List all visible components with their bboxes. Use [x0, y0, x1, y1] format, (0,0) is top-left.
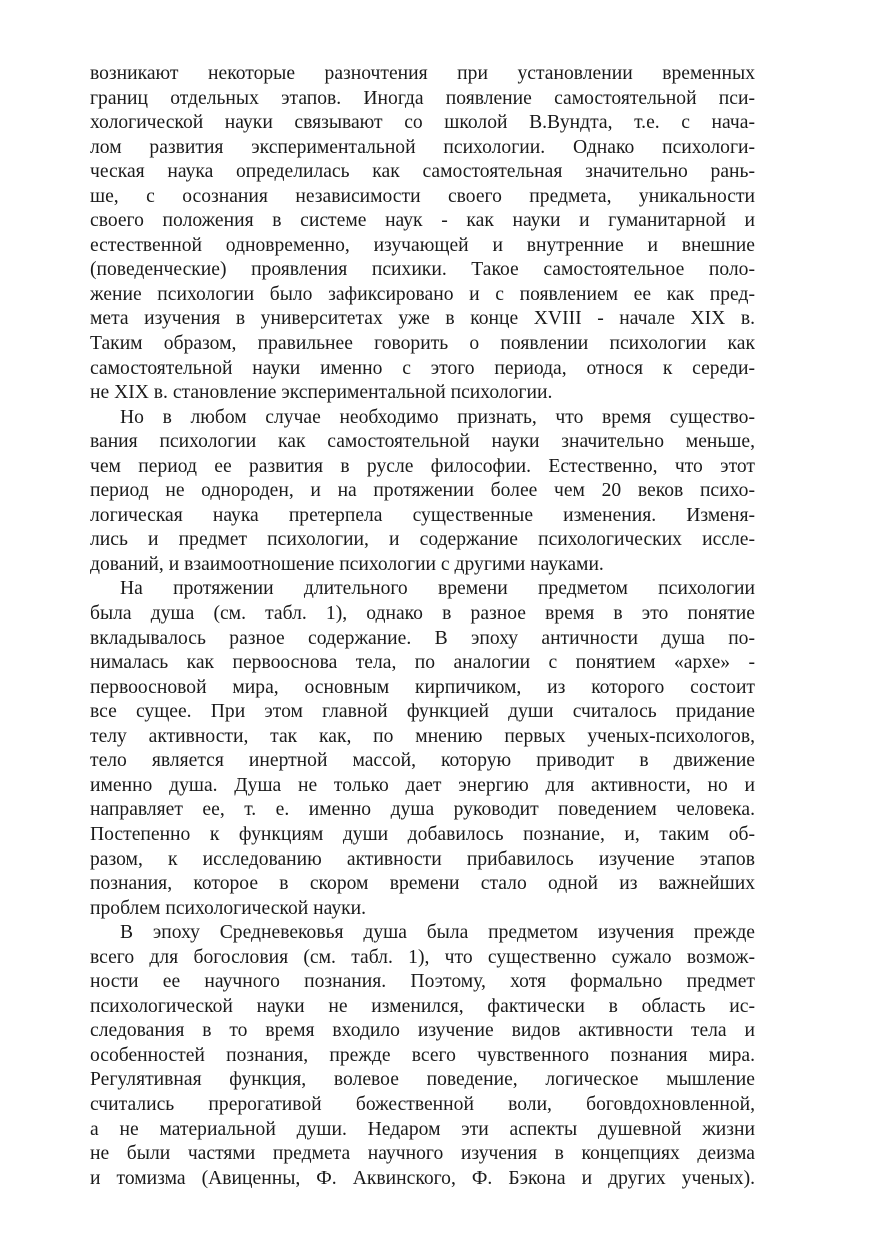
text-line: вания психологии как самостоятельной науки значительно меньше, [90, 431, 755, 453]
text-line: лись и предмет психологии, и содержание психологических иссле- [90, 529, 755, 551]
text-line: Таким образом, правильнее говорить о появлении психологии как [90, 333, 755, 355]
text-line: На протяжении длительного времени предметом психологии [120, 578, 755, 600]
text-line: ше, с осознания независимости своего предмета, уникальности [90, 185, 755, 207]
paragraph [90, 406, 755, 578]
text-line: В эпоху Средневековья душа была предметом изучения прежде [120, 922, 755, 944]
text-line: мета изучения в университетах уже в конце XVIII - начале XIX в. [90, 308, 755, 330]
paragraph [90, 921, 755, 1191]
paragraph [90, 62, 755, 406]
text-line: была душа (см. табл. 1), однако в разное время в это понятие [90, 603, 755, 625]
text-line: хологической науки связывают со школой В.Вундта, т.е. с нача- [90, 112, 755, 134]
text-line: вкладывалось разное содержание. В эпоху античности душа по- [90, 627, 755, 649]
text-line: Но в любом случае необходимо признать, что время существо- [120, 406, 755, 428]
text-line: нималась как первооснова тела, по аналогии с понятием «архе» - [90, 652, 755, 674]
text-line: все сущее. При этом главной функцией души считалось придание [90, 701, 755, 723]
text-line: телу активности, так как, по мнению первых ученых-психологов, [90, 725, 755, 747]
paragraph [90, 577, 755, 921]
text-line: (поведенческие) проявления психики. Такое самостоятельное поло- [90, 259, 755, 281]
text-line: границ отдельных этапов. Иногда появление самостоятельной пси- [90, 87, 755, 109]
text-line: первоосновой мира, основным кирпичиком, из которого состоит [90, 676, 755, 698]
text-line: ческая наука определилась как самостоятельная значительно рань- [90, 161, 755, 183]
text-line: направляет ее, т. е. именно душа руководит поведением человека. [90, 799, 755, 821]
text-line: логическая наука претерпела существенные изменения. Изменя- [90, 504, 755, 526]
text-line: не были частями предмета научного изучения в концепциях деизма [90, 1143, 755, 1165]
text-line: именно душа. Душа не только дает энергию для активности, но и [90, 774, 755, 796]
text-line: а не материальной души. Недаром эти аспекты душевной жизни [90, 1118, 755, 1140]
text-line: следования в то время входило изучение видов активности тела и [90, 1020, 755, 1042]
text-line: чем период ее развития в русле философии. Естественно, что этот [90, 455, 755, 477]
text-line: ности ее научного познания. Поэтому, хотя формально предмет [90, 971, 755, 993]
text-line: дований, и взаимоотношение психологии с другими науками. [90, 553, 604, 575]
text-line: психологической науки не изменился, фактически в область ис- [90, 995, 755, 1017]
text-line: считались прерогативой божественной воли, боговдохновленной, [90, 1093, 755, 1115]
text-line: лом развития экспериментальной психологии. Однако психологи- [90, 136, 755, 158]
text-line: познания, которое в скором времени стало одной из важнейших [90, 873, 755, 895]
text-line: Регулятивная функция, волевое поведение, логическое мышление [90, 1069, 755, 1091]
text-line: своего положения в системе наук - как науки и гуманитарной и [90, 210, 755, 232]
text-line: не XIX в. становление экспериментальной психологии. [90, 382, 553, 404]
text-line: и томизма (Авиценны, Ф. Аквинского, Ф. Бэкона и других ученых). [90, 1167, 755, 1189]
text-line: Постепенно к функциям души добавилось познание, и, таким об- [90, 823, 755, 845]
text-line: всего для богословия (см. табл. 1), что существенно сужало возмож- [90, 946, 755, 968]
text-line: период не однороден, и на протяжении более чем 20 веков психо- [90, 480, 755, 502]
text-line: самостоятельной науки именно с этого периода, относя к середи- [90, 357, 755, 379]
text-line: тело является инертной массой, которую приводит в движение [90, 750, 755, 772]
page-text [90, 62, 755, 1191]
text-line: жение психологии было зафиксировано и с появлением ее как пред- [90, 283, 755, 305]
text-line: возникают некоторые разночтения при установлении временных [90, 63, 755, 84]
text-line: естественной одновременно, изучающей и внутренние и внешние [90, 234, 755, 256]
text-line: проблем психологической науки. [90, 897, 367, 919]
text-line: разом, к исследованию активности прибавилось изучение этапов [90, 848, 755, 870]
text-line: особенностей познания, прежде всего чувственного познания мира. [90, 1044, 755, 1066]
